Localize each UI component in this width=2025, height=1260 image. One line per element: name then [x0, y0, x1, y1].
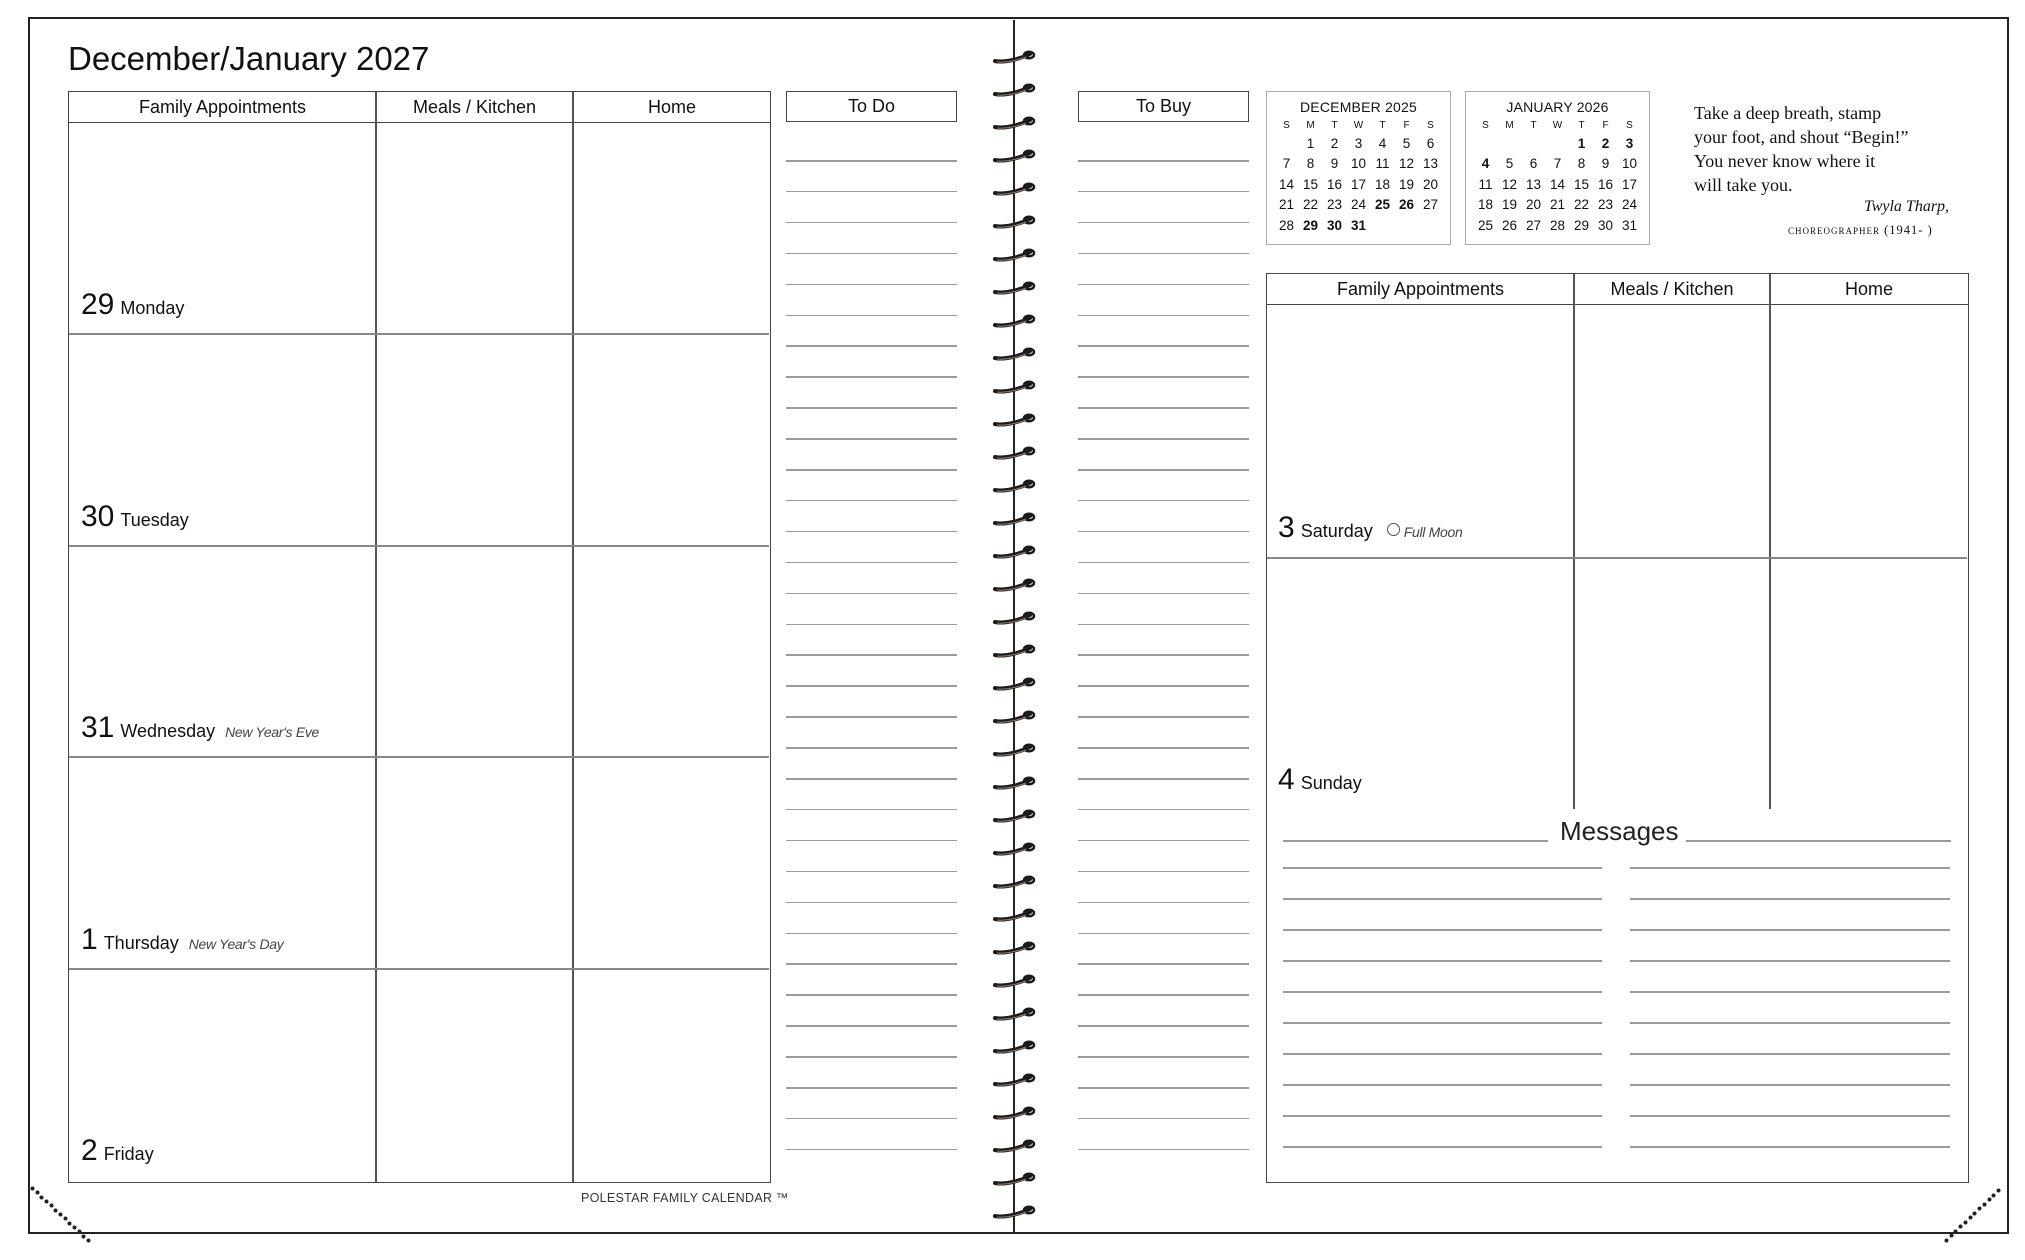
tobuy-writing-line	[1078, 222, 1249, 224]
message-writing-line	[1630, 867, 1950, 869]
mini-calendar-date: 28	[1278, 217, 1295, 233]
tobuy-writing-line	[1078, 562, 1249, 564]
day-number: 3	[1278, 511, 1295, 544]
tobuy-writing-line	[1078, 871, 1249, 873]
mini-calendar-date: 15	[1302, 176, 1319, 192]
spiral-coil	[992, 743, 1036, 757]
mini-calendar-date: 21	[1549, 197, 1566, 213]
column-divider	[572, 92, 574, 1182]
mini-calendar-date: 5	[1505, 156, 1514, 172]
day-of-week-label: T	[1379, 119, 1386, 131]
spiral-coil	[992, 1172, 1036, 1186]
column-header-family-appointments: Family Appointments	[1267, 274, 1574, 305]
day-of-week-label: F	[1403, 119, 1410, 131]
tobuy-writing-line	[1078, 407, 1249, 409]
left-day-grid	[68, 91, 771, 1183]
mini-calendar-date: 25	[1477, 217, 1494, 233]
mini-calendar-date: 1	[1577, 135, 1586, 151]
mini-calendar-date: 16	[1326, 176, 1343, 192]
mini-calendar-date	[1419, 215, 1443, 236]
spiral-coil	[992, 710, 1036, 724]
mini-calendar-date: 22	[1573, 197, 1590, 213]
mini-calendar-date: 22	[1302, 197, 1319, 213]
mini-calendar-title: DECEMBER 2025	[1300, 99, 1417, 115]
column-header-family-appointments: Family Appointments	[69, 92, 376, 123]
trail-dot	[1977, 1198, 1982, 1203]
message-writing-line	[1283, 960, 1602, 962]
todo-writing-line	[786, 562, 957, 564]
mini-calendar-date: 1	[1306, 135, 1315, 151]
spiral-coil	[992, 446, 1036, 460]
spiral-coil	[992, 413, 1036, 427]
todo-writing-line	[786, 315, 957, 317]
moon-phase-note: Full Moon	[1403, 524, 1463, 540]
mini-calendar-date: 4	[1481, 156, 1490, 172]
message-writing-line	[1630, 929, 1950, 931]
trail-dot	[1991, 1185, 1996, 1190]
day-divider	[1267, 557, 1967, 559]
mini-calendar-date: 16	[1597, 176, 1614, 192]
mini-calendar-date: 27	[1422, 197, 1439, 213]
tobuy-writing-line	[1078, 469, 1249, 471]
todo-writing-line	[786, 253, 957, 255]
day-label-sunday	[1278, 763, 1362, 797]
mini-calendar-date: 12	[1501, 176, 1518, 192]
column-header-home: Home	[1770, 274, 1968, 305]
mini-calendar-date: 5	[1402, 135, 1411, 151]
todo-writing-line	[786, 407, 957, 409]
day-of-week-label: T	[1331, 119, 1338, 131]
mini-calendar-date: 24	[1621, 197, 1638, 213]
quote-author-role: choreographer (1941- )	[1788, 223, 1933, 237]
tobuy-writing-line	[1078, 840, 1249, 842]
todo-writing-line	[786, 747, 957, 749]
todo-writing-line	[786, 902, 957, 904]
day-label-friday	[81, 1134, 154, 1168]
spiral-coil	[992, 380, 1036, 394]
todo-writing-line	[786, 654, 957, 656]
day-divider	[69, 756, 769, 758]
tobuy-writing-line	[1078, 994, 1249, 996]
mini-calendar-date: 4	[1378, 135, 1387, 151]
todo-writing-line	[786, 160, 957, 162]
mini-calendar-date: 24	[1350, 197, 1367, 213]
todo-writing-line	[786, 1087, 957, 1089]
mini-calendar-table	[1474, 117, 1642, 236]
day-label-wednesday	[81, 711, 319, 745]
messages-title-rule-left	[1283, 840, 1548, 842]
full-moon-icon	[1387, 523, 1400, 536]
mini-calendar-date: 30	[1597, 217, 1614, 233]
mini-calendar-date: 9	[1330, 156, 1339, 172]
day-name: Tuesday	[120, 510, 189, 530]
todo-writing-line	[786, 624, 957, 626]
mini-calendar-date: 12	[1398, 156, 1415, 172]
spiral-coil	[992, 83, 1036, 97]
day-of-week-label: F	[1602, 119, 1609, 131]
tobuy-writing-line	[1078, 778, 1249, 780]
todo-writing-line	[786, 1025, 957, 1027]
spiral-coil	[992, 479, 1036, 493]
mini-calendar-date: 20	[1525, 197, 1542, 213]
tobuy-writing-line	[1078, 654, 1249, 656]
message-writing-line	[1283, 1146, 1602, 1148]
tobuy-writing-line	[1078, 716, 1249, 718]
tobuy-writing-line	[1078, 963, 1249, 965]
holiday-note: New Year's Eve	[225, 724, 320, 740]
day-number: 1	[81, 923, 98, 956]
mini-calendar-date: 14	[1278, 176, 1295, 192]
spiral-coil	[992, 1007, 1036, 1021]
spiral-coil	[992, 776, 1036, 790]
message-writing-line	[1630, 898, 1950, 900]
day-of-week-label: S	[1482, 119, 1489, 131]
mini-calendar-date	[1546, 133, 1570, 154]
mini-calendar-january	[1465, 91, 1650, 245]
tobuy-writing-line	[1078, 160, 1249, 162]
day-label-thursday	[81, 923, 283, 957]
tobuy-writing-line	[1078, 747, 1249, 749]
tobuy-writing-line	[1078, 500, 1249, 502]
spiral-coil	[992, 875, 1036, 889]
todo-writing-line	[786, 284, 957, 286]
mini-calendar-date: 30	[1326, 217, 1343, 233]
quote-line: Take a deep breath, stamp	[1694, 103, 1882, 123]
mini-calendar-date: 9	[1601, 156, 1610, 172]
day-of-week-label: S	[1626, 119, 1633, 131]
todo-writing-line	[786, 376, 957, 378]
quote-line: your foot, and shout “Begin!”	[1694, 127, 1909, 147]
mini-calendar-date: 14	[1549, 176, 1566, 192]
messages-title: Messages	[1560, 816, 1679, 846]
spiral-coil	[992, 1040, 1036, 1054]
tobuy-writing-line	[1078, 315, 1249, 317]
mini-calendar-date: 2	[1330, 135, 1339, 151]
day-of-week-label: S	[1283, 119, 1290, 131]
todo-writing-line	[786, 809, 957, 811]
mini-calendar-table	[1275, 117, 1443, 236]
mini-calendar-date: 21	[1278, 197, 1295, 213]
mini-calendar-date: 26	[1501, 217, 1518, 233]
trail-dot	[1953, 1221, 1958, 1226]
mini-calendar-date	[1474, 133, 1498, 154]
message-writing-line	[1283, 1115, 1602, 1117]
todo-writing-line	[786, 963, 957, 965]
tobuy-writing-line	[1078, 438, 1249, 440]
spiral-coil	[992, 578, 1036, 592]
day-label-monday	[81, 288, 184, 322]
mini-calendar-date: 18	[1374, 176, 1391, 192]
todo-writing-line	[786, 593, 957, 595]
trail-dot	[1944, 1230, 1949, 1235]
spiral-coil	[992, 809, 1036, 823]
mini-calendar-date: 7	[1282, 156, 1291, 172]
mini-calendar-date: 11	[1478, 176, 1493, 192]
day-name: Saturday	[1300, 521, 1373, 541]
mini-calendar-date: 6	[1529, 156, 1538, 172]
tobuy-writing-line	[1078, 376, 1249, 378]
message-writing-line	[1283, 1022, 1602, 1024]
spiral-coil	[992, 314, 1036, 328]
quote-line: will take you.	[1694, 175, 1793, 195]
spiral-coil	[992, 149, 1036, 163]
spiral-coil	[992, 545, 1036, 559]
column-divider	[375, 92, 377, 1182]
page-title: December/January 2027	[68, 40, 430, 77]
tobuy-writing-line	[1078, 933, 1249, 935]
tobuy-header: To Buy	[1078, 91, 1249, 122]
spiral-coil	[992, 1106, 1036, 1120]
tobuy-writing-line	[1078, 1118, 1249, 1120]
mini-calendar-date: 26	[1398, 197, 1415, 213]
mini-calendar-date	[1395, 215, 1419, 236]
tobuy-writing-line	[1078, 1056, 1249, 1058]
spiral-coil	[992, 1073, 1036, 1087]
tobuy-writing-line	[1078, 685, 1249, 687]
spiral-coil	[992, 842, 1036, 856]
spiral-coil	[992, 50, 1036, 64]
message-writing-line	[1283, 929, 1602, 931]
message-writing-line	[1283, 898, 1602, 900]
todo-writing-line	[786, 1118, 957, 1120]
trail-dot	[1996, 1180, 2001, 1185]
day-number: 4	[1278, 763, 1295, 796]
mini-calendar-date: 25	[1374, 197, 1391, 213]
todo-writing-line	[786, 685, 957, 687]
mini-calendar-date: 27	[1525, 217, 1542, 233]
mini-calendar-date: 31	[1350, 217, 1367, 233]
mini-calendar-date: 31	[1621, 217, 1638, 233]
mini-calendar-date: 28	[1549, 217, 1566, 233]
todo-writing-line	[786, 840, 957, 842]
quote-author: Twyla Tharp,	[1864, 198, 1950, 215]
todo-writing-line	[786, 469, 957, 471]
messages-title-rule-right	[1686, 840, 1951, 842]
tobuy-writing-line	[1078, 345, 1249, 347]
mini-calendar-date: 10	[1350, 156, 1367, 172]
message-writing-line	[1283, 991, 1602, 993]
mini-calendar-date: 13	[1525, 176, 1542, 192]
spiral-coil	[992, 908, 1036, 922]
day-of-week-label: M	[1306, 119, 1315, 131]
trail-dot	[1987, 1189, 1992, 1194]
todo-writing-line	[786, 531, 957, 533]
mini-calendar-date: 13	[1422, 156, 1439, 172]
day-name: Sunday	[1300, 773, 1362, 793]
mini-calendar-date: 23	[1597, 197, 1614, 213]
todo-writing-line	[786, 191, 957, 193]
mini-calendar-date: 3	[1625, 135, 1634, 151]
todo-writing-line	[786, 871, 957, 873]
day-of-week-label: T	[1578, 119, 1585, 131]
day-number: 2	[81, 1134, 98, 1167]
mini-calendar-december	[1266, 91, 1451, 245]
trail-dot	[1982, 1194, 1987, 1199]
mini-calendar-date: 11	[1375, 156, 1390, 172]
column-divider	[1573, 274, 1575, 809]
day-of-week-label: S	[1427, 119, 1434, 131]
day-of-week-label: T	[1530, 119, 1537, 131]
tobuy-writing-line	[1078, 531, 1249, 533]
message-writing-line	[1283, 1053, 1602, 1055]
tobuy-writing-line	[1078, 902, 1249, 904]
message-writing-line	[1630, 1115, 1950, 1117]
trail-dot	[1949, 1225, 1954, 1230]
mini-calendar-date	[1522, 133, 1546, 154]
day-of-week-label: W	[1552, 119, 1563, 131]
day-name: Wednesday	[120, 721, 216, 741]
todo-writing-line	[786, 933, 957, 935]
day-divider	[69, 545, 769, 547]
spiral-coil	[992, 116, 1036, 130]
trail-dot	[1968, 1207, 1973, 1212]
tobuy-writing-line	[1078, 1087, 1249, 1089]
right-day-grid	[1266, 273, 1969, 1183]
quote-line: You never know where it	[1694, 151, 1876, 171]
mini-calendar-date: 20	[1422, 176, 1439, 192]
todo-writing-line	[786, 500, 957, 502]
mini-calendar-date: 3	[1354, 135, 1363, 151]
mini-calendar-date: 8	[1306, 156, 1315, 172]
day-number: 30	[81, 500, 115, 533]
day-name: Friday	[103, 1144, 154, 1164]
spiral-coil	[992, 281, 1036, 295]
todo-writing-line	[786, 438, 957, 440]
day-name: Monday	[120, 298, 185, 318]
day-number: 29	[81, 288, 115, 321]
tobuy-writing-line	[1078, 624, 1249, 626]
mini-calendar-date: 15	[1573, 176, 1590, 192]
todo-writing-line	[786, 1149, 957, 1151]
message-writing-line	[1283, 867, 1602, 869]
mini-calendar-date: 17	[1621, 176, 1638, 192]
trail-dot	[1972, 1203, 1977, 1208]
day-of-week-label: M	[1505, 119, 1514, 131]
tobuy-writing-line	[1078, 1025, 1249, 1027]
spiral-coil	[992, 182, 1036, 196]
message-writing-line	[1630, 1146, 1950, 1148]
spiral-coil	[992, 611, 1036, 625]
mini-calendar-date: 18	[1477, 197, 1494, 213]
spiral-coil	[992, 248, 1036, 262]
mini-calendar-date: 10	[1621, 156, 1638, 172]
quote-text	[1694, 101, 1908, 197]
trail-dot	[1963, 1212, 1968, 1217]
tobuy-writing-line	[1078, 191, 1249, 193]
footer-brand: POLESTAR FAMILY CALENDAR ™	[581, 1191, 789, 1205]
todo-writing-line	[786, 345, 957, 347]
holiday-note: New Year's Day	[188, 936, 284, 952]
spiral-coil	[992, 512, 1036, 526]
column-header-meals-kitchen: Meals / Kitchen	[1574, 274, 1770, 305]
column-header-meals-kitchen: Meals / Kitchen	[376, 92, 573, 123]
mini-calendar-title: JANUARY 2026	[1506, 99, 1609, 115]
message-writing-line	[1630, 1053, 1950, 1055]
tobuy-writing-line	[1078, 809, 1249, 811]
mini-calendar-date	[1275, 133, 1299, 154]
day-label-saturday	[1278, 511, 1463, 545]
mini-calendar-date: 29	[1573, 217, 1590, 233]
mini-calendar-date: 19	[1398, 176, 1415, 192]
mini-calendar-date: 17	[1350, 176, 1367, 192]
message-writing-line	[1283, 1084, 1602, 1086]
mini-calendar-date: 29	[1302, 217, 1319, 233]
spiral-coil	[992, 1139, 1036, 1153]
message-writing-line	[1630, 960, 1950, 962]
column-divider	[1769, 274, 1771, 809]
tobuy-writing-line	[1078, 1149, 1249, 1151]
mini-calendar-date: 6	[1426, 135, 1435, 151]
mini-calendar-date	[1371, 215, 1395, 236]
mini-calendar-date: 2	[1601, 135, 1610, 151]
day-divider	[69, 968, 769, 970]
mini-calendar-date: 23	[1326, 197, 1343, 213]
day-label-tuesday	[81, 500, 189, 534]
todo-writing-line	[786, 1056, 957, 1058]
mini-calendar-date: 19	[1501, 197, 1518, 213]
mini-calendar-date	[1498, 133, 1522, 154]
todo-writing-line	[786, 994, 957, 996]
spiral-coil	[992, 941, 1036, 955]
message-writing-line	[1630, 1084, 1950, 1086]
todo-writing-line	[786, 716, 957, 718]
trail-dot	[86, 1230, 91, 1235]
mini-calendar-date: 8	[1577, 156, 1586, 172]
tobuy-writing-line	[1078, 253, 1249, 255]
spiral-coil	[992, 215, 1036, 229]
message-writing-line	[1630, 991, 1950, 993]
tobuy-writing-line	[1078, 284, 1249, 286]
spiral-coil	[992, 1205, 1036, 1219]
todo-writing-line	[786, 222, 957, 224]
tobuy-writing-line	[1078, 593, 1249, 595]
day-number: 31	[81, 711, 115, 744]
spiral-coil	[992, 974, 1036, 988]
day-of-week-label: W	[1353, 119, 1364, 131]
spiral-coil	[992, 644, 1036, 658]
column-header-home: Home	[573, 92, 771, 123]
mini-calendar-date: 7	[1553, 156, 1562, 172]
trail-dot	[1958, 1216, 1963, 1221]
todo-header: To Do	[786, 91, 957, 122]
todo-writing-line	[786, 778, 957, 780]
message-writing-line	[1630, 1022, 1950, 1024]
spiral-coil	[992, 677, 1036, 691]
spiral-coil	[992, 347, 1036, 361]
day-divider	[69, 333, 769, 335]
day-name: Thursday	[103, 933, 179, 953]
